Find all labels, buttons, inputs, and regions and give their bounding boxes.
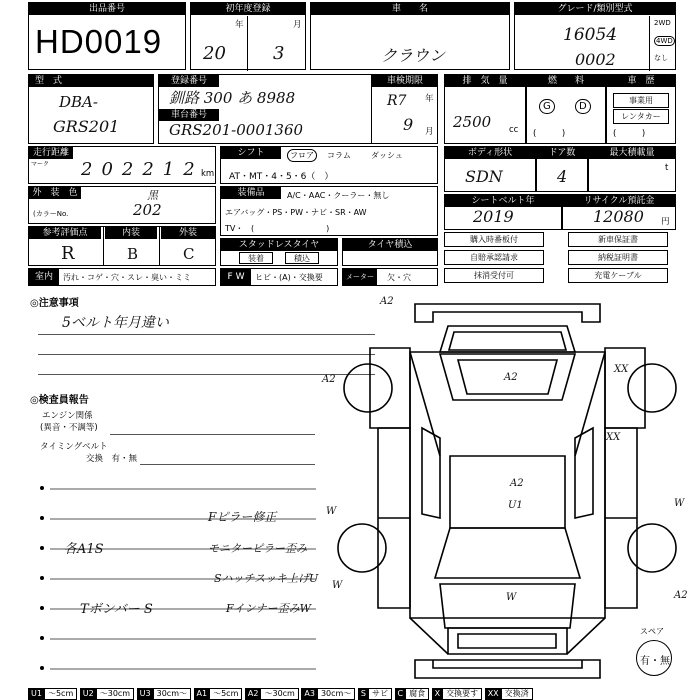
model-label: 型 式 (29, 75, 153, 87)
first-reg-month: 3 (273, 43, 285, 64)
color-label: 外 装 色 (29, 187, 81, 199)
grade-label: グレード/類別型式 (515, 3, 675, 15)
interior-row (28, 268, 216, 286)
rule-line (38, 334, 375, 335)
rule-line (140, 464, 315, 465)
fuel-other: ( ) (533, 129, 566, 139)
notes-line1: 5ベルト年月違い (62, 315, 169, 331)
doc-cable: 充電ケーブル (568, 268, 668, 283)
displacement-box (444, 74, 526, 144)
grade-total-label: 参考評価点 (29, 227, 101, 239)
doc-cancel: 抹消受付可 (444, 268, 544, 283)
meter-row (342, 268, 438, 286)
report-line-4b: Fインナー歪みW (226, 602, 311, 615)
legend-key: U1 (28, 688, 45, 700)
rule-line (38, 354, 375, 355)
doc-insurance: 自賠承認請求 (444, 250, 544, 265)
inspection-month: 9 (403, 115, 414, 134)
fuel-label: 燃 料 (527, 75, 605, 87)
grade-total: R (61, 243, 75, 264)
tire-load-box (342, 238, 438, 266)
displacement-label: 排 気 量 (445, 75, 525, 87)
notes-title: ◎注意事項 (30, 298, 79, 309)
timing-label: タイミングベルト (40, 442, 108, 452)
legend-key: A3 (301, 688, 318, 700)
mark-w-rear: W (506, 592, 517, 603)
mileage-label: 走行距離 (29, 147, 73, 159)
first-reg-year: 20 (203, 43, 226, 64)
legend-value: ～30cm (261, 688, 298, 700)
inspection-year: R7 (387, 93, 407, 109)
shift-label: シフト (221, 147, 281, 159)
doc-tax: 納税証明書 (568, 250, 668, 265)
body-shape-box (444, 146, 536, 192)
model-line1: DBA- (59, 93, 98, 111)
engine-label: エンジン関係 (42, 411, 93, 421)
registration-value: 釧路 300 あ 8988 (169, 89, 296, 107)
mark-u1: U1 (508, 500, 523, 511)
report-line-3: Sハッチスッキ上げU (214, 572, 319, 585)
color-code: 202 (133, 201, 162, 219)
legend-key: S (358, 688, 369, 700)
seatbelt-label: シートベルト年 (445, 195, 561, 207)
recycle-unit: 円 (661, 217, 670, 227)
legend-key: U2 (80, 688, 97, 700)
studless-box (220, 238, 338, 266)
mark-w-left: W (326, 506, 337, 517)
model-box (28, 74, 154, 144)
report-line-4a: Tボンバー S (80, 602, 153, 617)
grade-exterior-label: 外装 (161, 227, 215, 239)
rule-line (110, 434, 315, 435)
mark-a2-rear: A2 (674, 590, 688, 601)
mileage-unit: km (201, 169, 215, 179)
damage-legend (28, 688, 533, 700)
grade-exterior: C (183, 245, 195, 263)
legend-value: サビ (369, 688, 392, 700)
report-line-1: Fピラー修正 (208, 510, 277, 524)
shift-dash: ダッシュ (371, 151, 403, 160)
equipment-ac: A/C・AAC・クーラー・無し (287, 191, 390, 200)
legend-value: ～5cm (210, 688, 242, 700)
legend-value: 30cm～ (154, 688, 191, 700)
history-rental: レンタカー (613, 109, 669, 124)
shift-types: AT・MT・4・5・6（ ） (229, 172, 334, 182)
interior-row-items: 汚れ・コゲ・穴・スレ・臭い・ミミ (63, 273, 191, 282)
doc-warranty: 新車保証書 (568, 232, 668, 247)
body-shape-value: SDN (465, 167, 503, 186)
drive-2wd: 2WD (654, 19, 671, 27)
mark-a2-roof: A2 (510, 478, 524, 489)
seatbelt-box (444, 194, 562, 230)
color-value: 黒 (147, 189, 158, 202)
color-box (28, 186, 216, 224)
report-line-2b: モニターピラー歪み (208, 542, 307, 555)
divider (247, 16, 248, 71)
fw-row-label: F W (221, 269, 251, 285)
equipment-tv: TV・ (225, 224, 244, 233)
grade-interior: B (127, 245, 139, 263)
color-code-label: (カラーNo. (33, 210, 69, 218)
body-shape-label: ボディ形状 (445, 147, 535, 159)
interior-row-label: 室内 (29, 269, 59, 285)
legend-value: ～30cm (97, 688, 134, 700)
engine-sub-label: (異音・不調等) (40, 423, 98, 433)
history-business: 事業用 (613, 93, 669, 108)
equipment-options: エアバッグ・PS・PW・ナビ・SR・AW (225, 208, 367, 217)
fuel-d: D (575, 99, 591, 114)
legend-key: XX (485, 688, 502, 700)
grade-box (514, 2, 676, 70)
legend-key: U3 (137, 688, 154, 700)
legend-key: A1 (194, 688, 211, 700)
doors-box (536, 146, 588, 192)
drive-none: なし (654, 54, 668, 62)
lot-number-box (28, 2, 186, 70)
displacement-value: 2500 (453, 113, 492, 131)
mileage-value: 202212 (81, 159, 204, 180)
divider (103, 227, 104, 265)
meter-row-label: メーター (343, 269, 377, 285)
inspection-label: 車検期限 (372, 75, 438, 87)
recycle-value: 12080 (593, 207, 644, 226)
displacement-unit: cc (509, 125, 519, 135)
history-box (606, 74, 676, 144)
load-unit: t (665, 163, 669, 173)
load-label: 最大積載量 (589, 147, 675, 159)
mark-a2-left: A2 (322, 374, 336, 385)
inspection-year-unit: 年 (425, 94, 434, 104)
tire-load-label: タイヤ積込 (343, 239, 437, 251)
car-name-label: 車 名 (311, 3, 509, 15)
shift-column: コラム (327, 151, 351, 160)
legend-key: A2 (245, 688, 262, 700)
legend-value: 腐食 (406, 688, 429, 700)
studless-loaded: 積込 (285, 252, 319, 264)
grade-value1: 16054 (563, 25, 618, 45)
chassis-value: GRS201-0001360 (169, 121, 304, 139)
first-registration-label: 初年度登録 (191, 3, 305, 15)
lot-number-value: HD0019 (35, 23, 163, 60)
inspection-month-unit: 月 (425, 127, 434, 137)
mark-a2-top: A2 (380, 296, 394, 307)
fw-row-items: ヒビ・(A)・交換要 (255, 273, 323, 282)
grades-box (28, 226, 216, 266)
doors-value: 4 (557, 167, 568, 186)
registration-label: 登録番号 (159, 75, 219, 87)
legend-value: 交換要す (443, 688, 482, 700)
mileage-box (28, 146, 216, 184)
mileage-mark: マーク (31, 161, 50, 168)
fuel-box (526, 74, 606, 144)
doc-plate: 購入時番板付 (444, 232, 544, 247)
shift-floor: フロア (287, 149, 317, 162)
mark-w-right: W (674, 498, 685, 509)
equipment-label: 装備品 (221, 187, 281, 199)
car-name-value: クラウン (381, 46, 446, 65)
fw-row (220, 268, 338, 286)
first-registration-box (190, 2, 306, 70)
mark-w-mid: W (332, 580, 343, 591)
recycle-label: リサイクル預託金 (563, 195, 675, 207)
equipment-box (220, 186, 438, 236)
studless-mounted: 装着 (239, 252, 273, 264)
meter-row-items: 欠・穴 (387, 273, 411, 282)
legend-value: 30cm～ (318, 688, 355, 700)
history-label: 車 歴 (607, 75, 675, 87)
grade-interior-label: 内装 (105, 227, 157, 239)
car-name-box (310, 2, 510, 70)
chassis-label: 車台番号 (159, 109, 219, 121)
mark-xx-right2: XX (606, 432, 621, 443)
legend-key: X (432, 688, 443, 700)
studless-label: スタッドレスタイヤ (221, 239, 337, 251)
legend-value: 交換済 (502, 688, 533, 700)
registration-box (158, 74, 438, 144)
shift-box (220, 146, 438, 184)
spare-value: 有・無 (640, 656, 670, 667)
lot-number-label: 出品番号 (29, 3, 185, 15)
recycle-box (562, 194, 676, 230)
legend-key: C (395, 688, 407, 700)
fuel-g: G (539, 99, 555, 114)
timing-exchange: 交換 有・無 (86, 454, 138, 464)
history-other: ( ) (613, 129, 646, 139)
divider (159, 227, 160, 265)
report-line-2a: 各A1S (64, 542, 104, 557)
load-box (588, 146, 676, 192)
doors-label: ドア数 (537, 147, 587, 159)
first-reg-year-unit: 年 (235, 20, 244, 30)
mark-xx-right1: XX (614, 364, 629, 375)
inspector-title: ◎検査員報告 (30, 395, 89, 406)
grade-value2: 0002 (575, 50, 616, 69)
divider (649, 16, 650, 71)
first-reg-month-unit: 月 (293, 20, 302, 30)
model-line2: GRS201 (53, 117, 120, 136)
drive-4wd: 4WD (656, 37, 673, 45)
equipment-other: ( ) (251, 224, 330, 233)
seatbelt-value: 2019 (473, 207, 514, 226)
mark-a2-hood: A2 (504, 372, 518, 383)
spare-label: スペア (640, 627, 664, 636)
legend-value: ～5cm (45, 688, 77, 700)
